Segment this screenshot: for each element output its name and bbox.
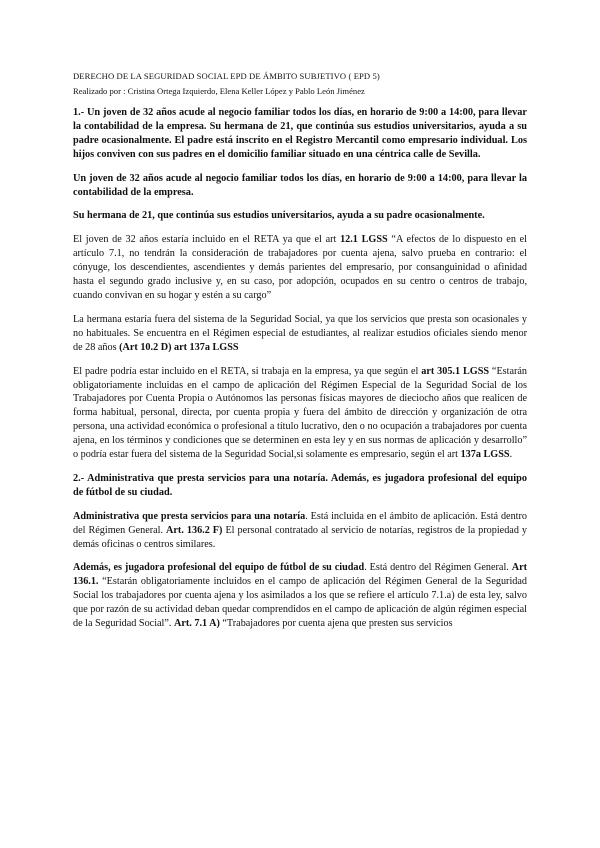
case2-question: 2.- Administrativa que presta servicios para una notaría. Además, es jugadora profesional del equipo de fútbol de su ciudad. — [73, 472, 527, 498]
paragraph-hermana: La hermana estaría fuera del sistema de la Seguridad Social, ya que los servicios que presta son ocasionales y no habituales. Se encuentra en el Régimen especial de estudiantes, al realizar estudios oficiales siendo menor de 28 años (Art 10.2 D) art 137a LGSS — [73, 313, 527, 353]
paragraph-jugadora: Además, es jugadora profesional del equipo de fútbol de su ciudad. Está dentro del Régimen General. Art 136.1. “Estarán obligatoriamente incluidos en el campo de aplicación del Régimen General de la Seguridad Social los trabajadores por cuenta ajena y los asimilados a los que se refiere el artículo 7.1.a) de esta ley, salvo que por razón de su actividad deban quedar comprendidos en el campo de aplicación de algún régimen especial de la Seguridad Social”. Art. 7.1 A) “Trabajadores por cuenta ajena que presten sus servicios — [73, 562, 528, 630]
paragraph-padre: El padre podría estar incluido en el RETA, si trabaja en la empresa, ya que según el art 305.1 LGSS “Estarán obligatoriamente incluidas en el campo de aplicación del Régimen Especial de la Seguridad Social de los Trabajadores por Cuenta Propia o Autónomos las personas físicas mayores de dieciocho años que realicen de forma habitual, personal, directa, por cuenta propia y fuera del ámbito de dirección y organización de otra persona, una actividad económica o profesional a título lucrativo, den o no ocupación a trabajadores por cuenta ajena, en los términos y condiciones que se determinen en esta ley y en sus normas de aplicación y desarrollo” o podría estar fuera del sistema de la Seguridad Social,si solamente es empresario, según el art 137a LGSS. — [73, 365, 527, 461]
case1-question: 1.- Un joven de 32 años acude al negocio familiar todos los días, en horario de 9:00 a 14:00, para llevar la contabilidad de la empresa. Su hermana de 21, que continúa sus estudios universitarios, ayuda a su padre ocasionalmente. El padre está inscrito en el Registro Mercantil como empresario individual. Los hijos conviven con sus padres en el domicilio familiar situado en una céntrica calle de Sevilla. — [73, 107, 527, 160]
paragraph-joven: El joven de 32 años estaría incluido en el RETA ya que el art 12.1 LGSS “A efectos de lo dispuesto en el artículo 7.1, no tendrán la consideración de trabajadores por cuenta ajena, salvo prueba en contrario: el cónyuge, los descendientes, ascendientes y demás parientes del empresario, por consanguinidad o afinidad hasta el segundo grado inclusive y, en su caso, por adopción, ocupados en su centro o centros de trabajo, cuando convivan en su hogar y estén a su cargo” — [73, 234, 527, 301]
case1-subquestion-joven: Un joven de 32 años acude al negocio familiar todos los días, en horario de 9:00 a 14:00, para llevar la contabilidad de la empresa. — [73, 172, 527, 198]
paragraph-administrativa: Administrativa que presta servicios para una notaría. Está incluida en el ámbito de aplicación. Está dentro del Régimen General. Art. 136.2 F) El personal contratado al servicio de notarías, registros de la propiedad y demás oficinas o centros similares. — [73, 510, 528, 550]
document-title: DERECHO DE LA SEGURIDAD SOCIAL EPD DE ÁMBITO SUBJETIVO ( EPD 5) — [73, 71, 380, 81]
case1-subquestion-hermana: Su hermana de 21, que continúa sus estudios universitarios, ayuda a su padre ocasionalmente. — [73, 210, 485, 222]
document-authors: Realizado por : Cristina Ortega Izquierdo, Elena Keller López y Pablo León Jiménez — [73, 86, 365, 96]
